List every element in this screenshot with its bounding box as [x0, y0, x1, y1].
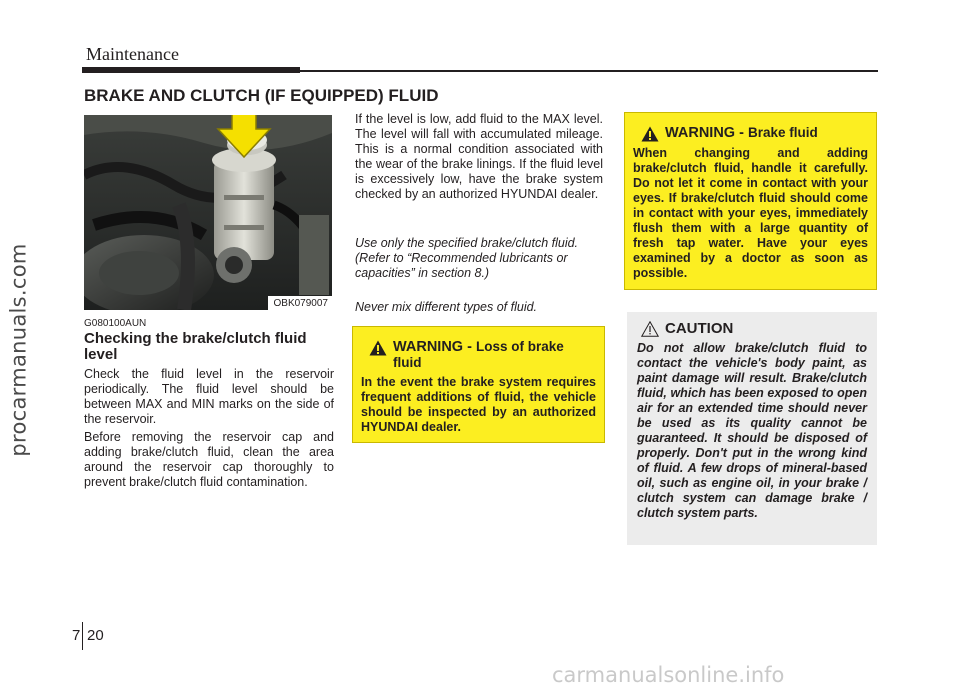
warning-label: WARNING -	[665, 125, 744, 141]
chapter-number: 7	[72, 627, 81, 644]
middle-paragraph-1: If the level is low, add fluid to the MAX level. The level will fall with accumulated mileage. This is a normal condition associated with the wear of the brake linings. If the fluid level is excessively low, have the brake system checked by an authorized HYUNDAI dealer.	[355, 112, 603, 201]
subsection-heading: Checking the brake/clutch fluid level	[84, 330, 307, 363]
warning-box-loss-of-fluid	[352, 326, 605, 443]
page-header-title: Maintenance	[86, 44, 179, 64]
brake-reservoir-illustration	[84, 115, 332, 310]
warning-label: WARNING -	[393, 339, 472, 355]
middle-paragraph-3: Never mix different types of fluid.	[355, 300, 538, 314]
warning-body-text: When changing and adding brake/clutch fluid, handle it carefully. Do not let it come in contact with your eyes. If brake/clutch fluid should come in contact with your eyes, immediately flush them with a large quantity of fresh tap water. Have your eyes examined by a doctor as soon as possible.	[633, 146, 868, 280]
caution-box	[627, 312, 877, 545]
warning-heading-text	[665, 125, 818, 141]
section-title: BRAKE AND CLUTCH (IF EQUIPPED) FLUID	[84, 86, 439, 105]
caution-body-text: Do not allow brake/clutch fluid to contact the vehicle's body paint, as paint damage will result. Brake/clutch fluid, which has been exposed to open air for an extended time should never be used as its quality cannot be guaranteed. It should be disposed of properly. Don't put in the wrong kind of fluid. A few drops of mineral-based oil, such as engine oil, in your brake / clutch system can damage brake / clutch system parts.	[637, 341, 867, 520]
side-watermark-text: procarmanuals.com	[7, 243, 31, 457]
warning-heading-text	[393, 339, 593, 371]
warning-body-text: In the event the brake system requires frequent additions of fluid, the vehicle should be inspected by an authorized HYUNDAI dealer.	[361, 375, 596, 434]
warning-triangle-icon	[369, 340, 387, 356]
warning-topic: Brake fluid	[747, 125, 818, 140]
middle-paragraph-2: Use only the specified brake/clutch fluid. (Refer to “Recommended lubricants or capacities” in section 8.)	[355, 236, 579, 280]
page-number: 20	[87, 627, 104, 644]
left-paragraph-1: Check the fluid level in the reservoir periodically. The fluid level should be between MAX and MIN marks on the side of the reservoir.	[84, 367, 334, 426]
caution-label: CAUTION	[665, 320, 734, 337]
warning-heading	[369, 339, 596, 371]
header-rule-thick	[82, 67, 300, 73]
left-paragraph-2: Before removing the reservoir cap and adding brake/clutch fluid, clean the area around the reservoir cap thoroughly to prevent brake/clutch fluid contamination.	[84, 430, 334, 489]
header-rule-thin	[300, 70, 878, 72]
warning-topic: Loss of brake fluid	[393, 339, 564, 370]
warning-heading	[641, 125, 868, 142]
photo-caption: OBK079007	[268, 296, 333, 310]
engine-bay-photo	[84, 115, 332, 310]
footer-rule	[82, 622, 83, 650]
caution-triangle-icon	[641, 321, 659, 337]
warning-box-brake-fluid	[624, 112, 877, 290]
bottom-watermark: carmanualsonline.info	[552, 663, 785, 687]
section-code: G080100AUN	[84, 318, 147, 329]
side-watermark	[2, 230, 36, 470]
caution-heading	[641, 320, 867, 337]
warning-triangle-icon	[641, 126, 659, 142]
